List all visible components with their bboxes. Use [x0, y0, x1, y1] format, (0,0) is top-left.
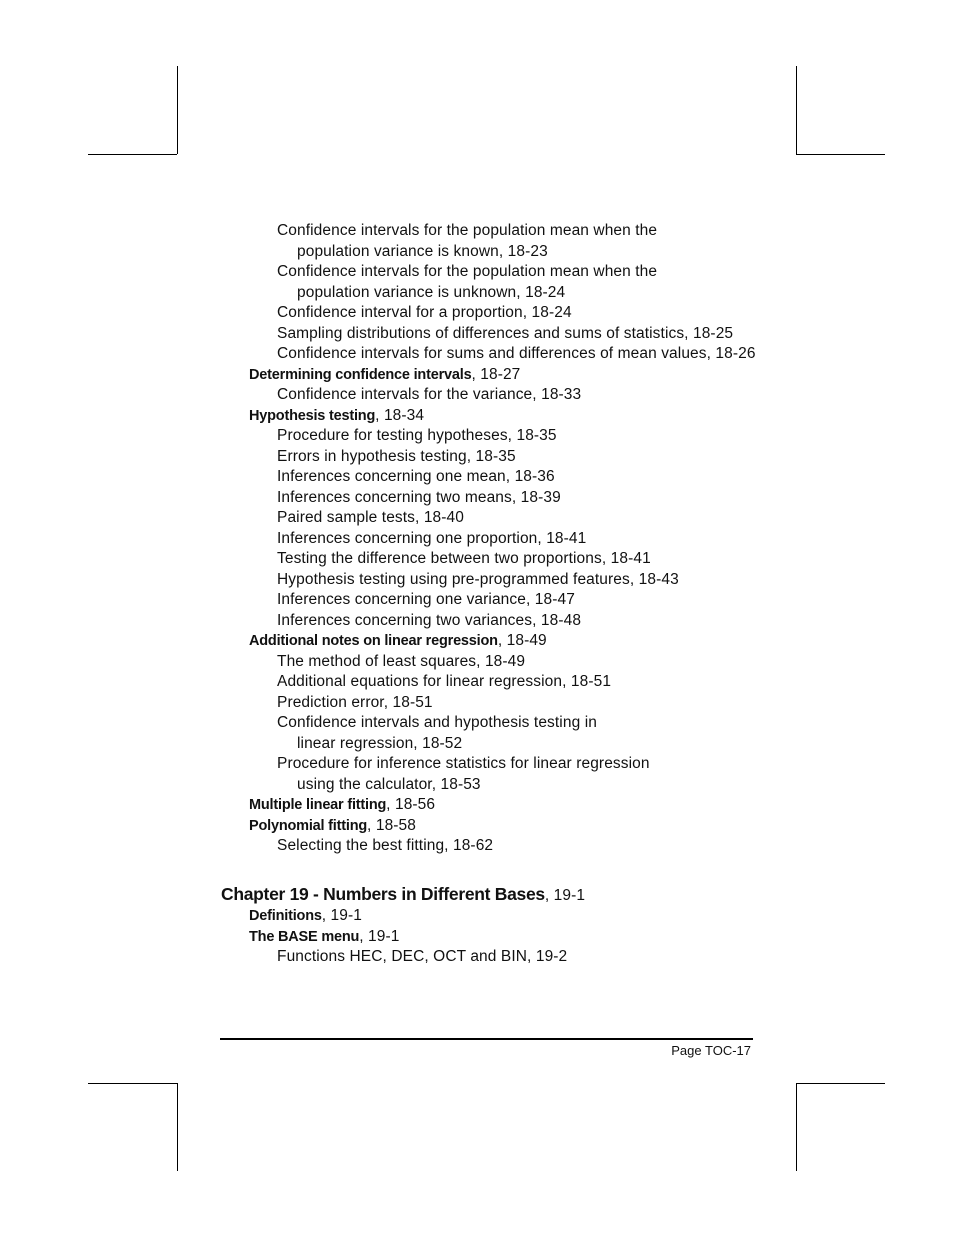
toc-entry-text: Inferences concerning one variance, 18-47 — [277, 591, 575, 608]
toc-entry-text: Confidence intervals for sums and differences of mean values, 18-26 — [277, 345, 756, 362]
toc-chapter-heading[interactable] — [221, 883, 585, 907]
toc-subsection-entry[interactable] — [277, 508, 464, 528]
crop-mark-bottom-right-vertical — [796, 1083, 797, 1171]
toc-entry-text: Selecting the best fitting, 18-62 — [277, 837, 494, 854]
toc-entry-text: Errors in hypothesis testing, 18-35 — [277, 447, 516, 465]
toc-subsection-entry[interactable] — [277, 324, 733, 344]
toc-entry-text: Procedure for inference statistics for linear regression — [277, 755, 650, 772]
toc-subsection-entry[interactable] — [277, 754, 650, 774]
toc-entry-text: population variance is unknown, 18-24 — [297, 283, 566, 301]
toc-entry-title: Multiple linear fitting — [249, 797, 387, 813]
toc-entry-title: Determining confidence intervals — [249, 366, 472, 383]
toc-entry-text: Hypothesis testing using pre-programmed features, 18-43 — [277, 570, 679, 588]
footer-rule — [220, 1038, 753, 1040]
toc-entry-title: Additional notes on linear regression — [249, 633, 498, 649]
toc-entry-text: Inferences concerning one proportion, 18-41 — [277, 529, 587, 547]
toc-entry-text: Prediction error, 18-51 — [277, 693, 433, 711]
toc-subsection-entry[interactable] — [277, 221, 657, 241]
toc-entry-page: , 18-34 — [375, 406, 425, 424]
toc-section-entry[interactable] — [249, 631, 547, 651]
toc-subsection-entry[interactable] — [277, 262, 657, 282]
toc-subsection-entry[interactable] — [277, 713, 597, 733]
toc-entry-page: , 19-1 — [544, 886, 586, 904]
toc-section-entry[interactable] — [249, 816, 416, 836]
crop-mark-bottom-left-vertical — [177, 1083, 178, 1171]
toc-entry-continuation[interactable] — [297, 734, 462, 754]
toc-subsection-entry[interactable] — [277, 447, 516, 467]
toc-entry-text: Confidence intervals for the variance, 18-33 — [277, 386, 582, 403]
toc-entry-title: The BASE menu — [249, 928, 360, 945]
toc-subsection-entry[interactable] — [277, 693, 433, 713]
toc-entry-continuation[interactable] — [297, 775, 481, 795]
toc-subsection-entry[interactable] — [277, 590, 575, 610]
toc-entry-text: The method of least squares, 18-49 — [277, 652, 526, 670]
toc-entry-text: Inferences concerning two variances, 18-48 — [277, 611, 582, 629]
crop-mark-bottom-right-horizontal — [796, 1083, 885, 1084]
toc-entry-page: , 18-49 — [497, 632, 547, 649]
toc-entry-page: , 19-1 — [359, 927, 400, 945]
toc-entry-text: Confidence intervals and hypothesis testing in — [277, 714, 597, 731]
toc-entry-continuation[interactable] — [297, 242, 548, 262]
toc-section-entry[interactable] — [249, 906, 362, 926]
toc-subsection-entry[interactable] — [277, 947, 567, 967]
toc-subsection-entry[interactable] — [277, 426, 557, 446]
toc-entry-text: Confidence intervals for the population mean when the — [277, 222, 658, 239]
toc-section-entry[interactable] — [249, 795, 435, 815]
toc-subsection-entry[interactable] — [277, 672, 611, 692]
toc-subsection-entry[interactable] — [277, 652, 525, 672]
toc-entry-text: Inferences concerning one mean, 18-36 — [277, 468, 555, 485]
toc-entry-title: Definitions — [249, 908, 322, 924]
toc-entry-text: Confidence intervals for the population mean when the — [277, 263, 658, 280]
crop-mark-bottom-left-horizontal — [88, 1083, 177, 1084]
toc-entry-text: Inferences concerning two means, 18-39 — [277, 488, 561, 506]
page-number: Page TOC-17 — [671, 1043, 751, 1058]
crop-mark-top-right-vertical — [796, 66, 797, 154]
toc-entry-page: , 18-58 — [367, 816, 417, 834]
toc-entry-text: linear regression, 18-52 — [297, 734, 463, 752]
toc-entry-continuation[interactable] — [297, 283, 565, 303]
toc-entry-text: Sampling distributions of differences and sums of statistics, 18-25 — [277, 324, 734, 342]
toc-subsection-entry[interactable] — [277, 570, 679, 590]
toc-subsection-entry[interactable] — [277, 467, 555, 487]
toc-entry-title: Hypothesis testing — [249, 407, 376, 424]
toc-entry-title: Polynomial fitting — [249, 817, 368, 834]
toc-subsection-entry[interactable] — [277, 344, 756, 364]
toc-entry-text: using the calculator, 18-53 — [297, 775, 481, 793]
toc-section-entry[interactable] — [249, 365, 520, 385]
crop-mark-top-left-horizontal — [88, 154, 177, 155]
toc-entry-page: , 18-56 — [386, 796, 436, 813]
toc-entry-title: Chapter 19 - Numbers in Different Bases — [221, 883, 545, 904]
toc-entry-text: Paired sample tests, 18-40 — [277, 509, 464, 526]
toc-entry-text: Functions HEC, DEC, OCT and BIN, 19-2 — [277, 948, 568, 965]
toc-entry-text: Procedure for testing hypotheses, 18-35 — [277, 427, 557, 444]
toc-entry-text: Additional equations for linear regression, 18-51 — [277, 673, 612, 690]
toc-subsection-entry[interactable] — [277, 488, 561, 508]
toc-subsection-entry[interactable] — [277, 836, 493, 856]
toc-entry-page: , 19-1 — [321, 907, 362, 924]
toc-entry-text: population variance is known, 18-23 — [297, 242, 548, 260]
crop-mark-top-right-horizontal — [796, 154, 885, 155]
crop-mark-top-left-vertical — [177, 66, 178, 154]
toc-subsection-entry[interactable] — [277, 303, 572, 323]
toc-entry-text: Testing the difference between two proportions, 18-41 — [277, 550, 651, 567]
toc-subsection-entry[interactable] — [277, 549, 651, 569]
toc-subsection-entry[interactable] — [277, 385, 581, 405]
toc-section-entry[interactable] — [249, 406, 424, 426]
toc-entry-page: , 18-27 — [471, 365, 521, 383]
toc-section-entry[interactable] — [249, 927, 399, 947]
toc-subsection-entry[interactable] — [277, 529, 586, 549]
toc-subsection-entry[interactable] — [277, 611, 581, 631]
toc-entry-text: Confidence interval for a proportion, 18-24 — [277, 304, 572, 321]
